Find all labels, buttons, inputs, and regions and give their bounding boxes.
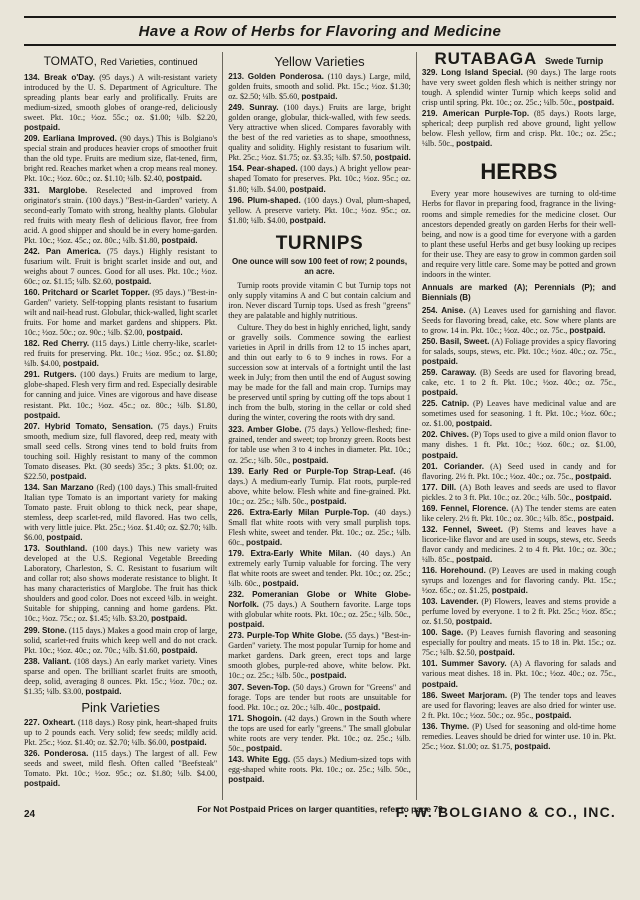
entry-number: 179. [228, 548, 245, 558]
entry-number: 326. [24, 749, 40, 758]
entry-postpaid: postpaid. [577, 513, 614, 523]
entry-number: 299. [24, 625, 40, 635]
tomato-red-list [24, 73, 217, 697]
entry-postpaid: postpaid. [165, 174, 203, 184]
entry-description: (A) Foliage provides a spicy flavoring for salads, soups, stews, etc. Pkt. 10c.; ½oz. 40c.; oz. 75c., [421, 336, 616, 357]
company-name: F. W. BOLGIANO & CO., INC. [395, 804, 616, 820]
entry-postpaid: postpaid. [478, 648, 515, 658]
entry-postpaid: postpaid. [421, 450, 458, 460]
entry-name: Horehound. [440, 566, 486, 576]
entry-description: (P) Stems and leaves have a licorice-like flavor and are used in soups, stews, etc. Seeds flavor candy and medicines. 2 to 4 ft. Pkt. 10c.; oz. 30c.; ¼lb. 85c., [421, 524, 616, 564]
entry-number: 171. [228, 713, 245, 723]
entry-name: Anise. [441, 305, 466, 315]
entry-postpaid: postpaid. [575, 471, 612, 481]
catalog-entry [228, 590, 411, 630]
turnips-culture: Culture. They do best in highly enriched, light, sandy or gravelly soils. Commence sowing the earliest varieties in April in drills from 12 to 15 inches apart, and thin out early to 6 to 9 inches in rows. For a succession sow at intervals of a fortnight until the last week in July; from then until the end of August sowing may be made for the fall and main crop. Turnips may be preserved until spring by cutting off the tops about 1 inch from the bulb, storing in the cellar or cold shed during the winter, covering the roots with dry sand. [228, 322, 411, 423]
entry-number: 323. [228, 425, 245, 435]
entry-description: (A) Both leaves and seeds are used to flavor pickles. 2 to 3 ft. Pkt. 10c.; oz. 20c.; ¼lb. 50c., [421, 482, 616, 502]
entry-number: 143. [228, 754, 245, 764]
entry-name: Shogoin. [247, 713, 282, 723]
columns [24, 52, 616, 800]
catalog-entry [228, 467, 411, 507]
catalog-entry [422, 483, 616, 503]
catalog-entry [228, 196, 411, 226]
entry-number: 207. [24, 421, 40, 431]
entry-postpaid: postpaid. [24, 779, 61, 789]
entry-number: 219. [421, 109, 438, 119]
entry-number: 331. [24, 185, 40, 195]
entry-name: Extra-Early White Milan. [250, 548, 352, 558]
entry-name: Summer Savory. [441, 659, 507, 669]
entry-number: 249. [228, 103, 245, 113]
entry-postpaid: postpaid. [161, 645, 198, 655]
catalog-entry [24, 247, 217, 287]
entry-description: (P) Leaves are used in making cough syrups and lozenges and for flavoring candy. Pkt. 15c.; ½oz. 65c.; oz. $1.25, [421, 566, 616, 596]
catalog-entry [228, 103, 411, 163]
catalog-entry [228, 683, 411, 713]
entry-name: Caraway. [441, 368, 477, 378]
herbs-heading: HERBS [480, 159, 558, 185]
page-footer [24, 804, 616, 820]
catalog-entry [422, 525, 616, 565]
catalog-entry [422, 659, 616, 689]
entry-name: American Purple-Top. [442, 109, 530, 119]
pink-heading: Pink Varieties [81, 699, 160, 715]
entry-name: Golden Ponderosa. [247, 72, 324, 81]
entry-name: Early Red or Purple-Top Strap-Leaf. [248, 466, 396, 476]
entry-postpaid: postpaid. [170, 737, 207, 747]
column-rutabaga-herbs [416, 52, 616, 800]
entry-name: Break o'Day. [44, 73, 95, 82]
entry-number: 139. [228, 466, 245, 476]
entry-description: (50 days.) Grown for "Greens" and forage. Tops are tender but roots are unsuitable for food. Pkt. 10c.; oz. 20c.; ¼lb. 40c., [228, 682, 411, 712]
entry-name: Valiant. [42, 656, 72, 666]
entry-number: 116. [421, 566, 438, 576]
entry-postpaid: postpaid. [24, 410, 61, 420]
entry-number: 259. [421, 368, 438, 378]
entry-postpaid: postpaid. [421, 388, 458, 398]
entry-name: Dill. [441, 482, 457, 492]
entry-postpaid: postpaid. [455, 617, 493, 627]
entry-description: (90 days.) The large roots have very sweet golden flesh which is neither stringy nor tough. A splendid winter Turnip which keeps solid and crisp until spring. Pkt. 10c.; oz. 25c.; ¼lb. 50c., [421, 68, 616, 108]
turnips-intro: Turnip roots provide vitamin C but Turnip tops not only supply vitamins A and C but contain calcium and iron. Never discard Turnip tops. Used as fresh "greens" they are palatable and highly nutritious. [228, 280, 411, 320]
catalog-entry [24, 657, 217, 697]
turnips-subheading: One ounce will sow 100 feet of row; 2 pounds, an acre. [231, 256, 408, 276]
tomato-yellow-list [228, 72, 411, 226]
catalog-entry [422, 597, 616, 627]
entry-number: 201. [421, 461, 438, 471]
catalog-entry [422, 68, 616, 108]
catalog-entry [24, 186, 217, 246]
entry-name: Sunray. [249, 103, 279, 113]
entry-name: Long Island Special. [441, 68, 523, 78]
entry-postpaid: postpaid. [115, 276, 152, 286]
catalog-entry [228, 164, 411, 194]
entry-postpaid: postpaid. [455, 419, 493, 429]
entry-description: (P) Flowers, leaves and stems provide a perfume loved by everyone. 1 to 2 ft. Pkt. 25c.; ½oz. 85c.; oz. $1.50, [421, 597, 616, 627]
entry-number: 186. [421, 690, 438, 700]
entry-description: (100 days.) Oval, plum-shaped, yellow. A preserve variety. Pkt. 10c.; ½oz. 95c.; oz. $1.80; ¼lb. $4.00, [228, 195, 411, 225]
entry-number: 173. [24, 544, 40, 554]
herbs-intro: Every year more housewives are turning to old-time Herbs for flavor in preparing food, fragrance in the living-rooms and simple remedies for the medicine closet. Our ancestors depended greatly on garden Herbs for their well-being, and now is a good time for everyone with a garden to plant these useful Herbs and get busy looking up recipes for their use. They are easy to grow in common garden soil and require very little care. Some may be potted and grown indoors in the winter. [421, 189, 616, 279]
entry-description: (100 days.) Fruits are large, bright golden orange, globular, thick-walled, with few seeds. Very attractive when sliced. Compares favorably with the best of the red varieties as to shape, smoothness, quality and solidity. Highly resistant to fusarium wilt. Pkt. 25c.; ½oz. $1.75; oz. $3.35; ¼lb. $7.50, [228, 103, 411, 163]
catalog-entry [24, 339, 217, 369]
catalog-entry [422, 504, 616, 524]
entry-name: Pomeranian Globe or White Globe-Norfolk. [228, 590, 411, 610]
entry-description: (40 days.) Small flat white roots with very small purplish tops. Flesh white, sweet and tender. Pkt. 10c.; oz. 25c.; ¼lb. 60c., [228, 507, 411, 547]
tomato-heading-main: TOMATO, [43, 54, 97, 68]
catalog-entry [422, 430, 616, 460]
entry-number: 329. [421, 68, 438, 78]
entry-description: (P) Leaves furnish flavoring and seasoning especially for poultry and meats. 15 to 18 in. Pkt. 15c.; oz. 75c.; ¼lb. $2.50, [421, 628, 616, 658]
entry-name: Earliana Improved. [43, 134, 117, 144]
catalog-entry [228, 508, 411, 548]
rutabaga-heading [422, 54, 616, 66]
catalog-entry [24, 422, 217, 482]
entry-postpaid: postpaid. [292, 455, 329, 465]
entry-description: (A) Leaves used for garnishing and flavor. Seeds for flavoring bread, cake, etc. Sow where plants are to grow. 14 in. Pkt. 10c.; ½oz. 40c.; oz. 75c., [421, 305, 616, 335]
entry-description: (115 days.) The largest of all. Few seeds and sweet, mild flesh. Often called "Beefsteak" Tomato. Pkt. 10c.; ½oz. 95c.; oz. $1.80; ¼lb. $4.00, [24, 749, 218, 779]
catalog-entry [24, 718, 217, 748]
entry-description: (55 days.) Medium-sized tops with egg-shaped white roots. Pkt. 10c.; oz. 25c.; ¼lb. 50c., [228, 754, 411, 774]
entry-postpaid: postpaid. [491, 586, 528, 596]
entry-name: Fennel, Sweet. [443, 524, 503, 534]
entry-number: 160. [24, 287, 40, 297]
footnote: For Not Postpaid Prices on larger quantities, refer to page 79 [197, 804, 443, 814]
entry-postpaid: postpaid. [344, 702, 381, 712]
entry-description: (118 days.) Rosy pink, heart-shaped fruits up to 2 pounds each. Very solid; few seeds; mildly acid. Pkt. 25c.; ½oz. $1.40; oz. $2.70; ¼lb. $6.00, [24, 717, 218, 747]
turnips-list [228, 425, 411, 785]
entry-name: Rutgers. [43, 370, 77, 380]
entry-postpaid: postpaid. [456, 554, 493, 564]
entry-description: (B) Seeds are used for flavoring bread, cake, etc. 1 to 2 ft. Pkt. 10c.; ½oz. 40c.; oz. 75c., [421, 368, 616, 388]
entry-name: Chives. [440, 430, 469, 440]
catalog-entry [422, 566, 616, 596]
entry-postpaid: postpaid. [310, 671, 347, 681]
catalog-entry [24, 288, 217, 338]
tomato-heading-sub: Red Varieties, continued [100, 57, 198, 67]
entry-postpaid: postpaid. [161, 235, 198, 245]
entry-name: Purple-Top White Globe. [246, 631, 343, 641]
entry-name: Fennel, Florence. [440, 503, 509, 513]
entry-name: Oxheart. [42, 717, 76, 727]
column-tomato [24, 52, 222, 800]
column-yellow-turnips [222, 52, 416, 800]
herbs-legend-note: Annuals are marked (A); Perennials (P); and Biennials (B) [421, 282, 616, 302]
entry-name: Seven-Top. [246, 682, 291, 692]
entry-number: 209. [24, 134, 40, 144]
entry-number: 103. [421, 597, 438, 607]
entry-postpaid: postpaid. [535, 710, 572, 720]
entry-postpaid: postpaid. [289, 184, 326, 194]
entry-postpaid: postpaid. [575, 492, 612, 502]
entry-name: Sage. [441, 628, 464, 638]
catalog-entry [422, 306, 616, 336]
entry-number: 227. [24, 717, 40, 727]
entry-description: (85 days.) Roots large, spherical; deep purplish red above ground, light yellow below. Flesh yellow, firm and crisp. Pkt. 10c.; oz. 25c.; ¼lb. 50c., [421, 109, 616, 149]
catalog-entry [422, 462, 616, 482]
entry-number: 238. [24, 656, 40, 666]
tomato-heading [24, 54, 217, 70]
entry-name: Southland. [45, 544, 88, 554]
entry-name: Stone. [41, 625, 67, 635]
entry-postpaid: postpaid. [85, 686, 122, 696]
entry-description: (90 days.) This is Bolgiano's special strain and produces heavier crops of smoother fruit than the old type. Fruits are medium size, flat-tened, firm, bright red. Reaches market when a crop means real money. Pkt. 10c.; ½oz. 60c.; oz. $1.10; ¼lb. $2.40, [24, 134, 218, 184]
catalog-entry [24, 749, 217, 789]
catalog-entry [228, 425, 411, 465]
entry-name: Plum-shaped. [247, 195, 301, 205]
entry-postpaid: postpaid. [374, 153, 411, 163]
entry-description: (A) A flavoring for salads and various meat dishes. 18 in. Pkt. 10c.; ½oz. 40c.; oz. 75c., [421, 659, 616, 679]
entry-description: (A) The tender stems are eaten like celery. 2½ ft. Pkt. 10c.; oz. 30c.; ¼lb. 85c., [421, 503, 616, 523]
entry-description: (P) Used for seasoning and old-time home remedies. Leaves should be dried for winter use. 10 in. Pkt. 25c.; ½oz. $1.00; oz. $1.75, [421, 721, 616, 751]
entry-name: Extra-Early Milan Purple-Top. [249, 507, 370, 517]
entry-description: (115 days.) Little cherry-like, scarlet-red fruits for preserving. Pkt. 10c.; ½oz. 95c.; oz. $1.80; ¼lb. $4.00, [24, 339, 218, 369]
entry-description: Reselected and improved from originator's strain. (100 days.) "Best-in-Garden" variety. A second-early Tomato with strong, healthy plants. Globular red fruits with meaty flesh of delicious flavor, free from acid. A good shipper and should be in every home-garden. Pkt. 10c.; ½oz. 45c.; oz. 80c.; ¼lb. $1.80, [24, 185, 218, 245]
catalog-entry [24, 626, 217, 656]
entry-number: 213. [228, 72, 245, 81]
entry-name: Sweet Marjoram. [441, 690, 508, 700]
entry-postpaid: postpaid. [569, 325, 606, 335]
catalog-entry [228, 549, 411, 589]
catalog-entry [422, 109, 616, 149]
entry-postpaid: postpaid. [301, 92, 338, 102]
entry-name: Pear-shaped. [246, 164, 298, 174]
catalog-entry [24, 370, 217, 420]
entry-number: 136. [421, 721, 438, 731]
entry-description: (P) Leaves have medicinal value and are sometimes used for seasoning. 1 ft. Pkt. 10c.; ½oz. 60c.; oz. $1.00, [421, 399, 616, 429]
entry-postpaid: postpaid. [421, 357, 458, 367]
rutabaga-list [422, 68, 616, 149]
entry-name: Pan America. [45, 246, 101, 256]
entry-postpaid: postpaid. [289, 215, 326, 225]
catalog-entry [24, 134, 217, 184]
entry-description: (46 days.) A medium-early Turnip. Flat roots, purple-red above, white below. Flesh white and fine-grained. Pkt. 10c.; oz. 25c.; ¼lb. 50c., [228, 466, 411, 506]
entry-name: White Egg. [247, 754, 291, 764]
catalog-entry [228, 755, 411, 785]
entry-description: (100 days.) A bright yellow pear-shaped Tomato for preserves. Pkt. 10c.; ½oz. 95c.; oz. $1.80; ¼lb. $4.00, [228, 164, 411, 194]
entry-description: (108 days.) An early market variety. Vines sparse and open. The brilliant scarlet fruits are smooth, deep, solid, averaging 8 ounces. Pkt. 15c.; ½oz. 70c.; oz. $1.35; ¼lb. $3.00, [24, 656, 218, 696]
entry-postpaid: postpaid. [151, 614, 188, 624]
entry-description: (115 days.) Makes a good main crop of large, solid, scarlet-red fruits which keep well and do not crack. Pkt. 10c.; ½oz. 40c.; oz. 70c.; ¼lb. $1.60, [24, 625, 218, 655]
catalog-entry [228, 714, 411, 754]
page-banner: Have a Row of Herbs for Flavoring and Medicine [24, 16, 616, 46]
yellow-heading: Yellow Varieties [274, 54, 365, 69]
entry-description: (100 days.) This new variety was developed at the U.S. Regional Vegetable Breeding Laboratory, Charleston, S. C. Resistant to fusarium wilt and collar rot; also shows moderate resistance to blight. It has many characteristics of Marglobe. The fruit has thick shoulders and good color. Does not exceed ¼lb. in weight. Suitable for shipping, canning and home gardens. Pkt. 10c.; ½oz. 75c.; oz. $1.45; ¼lb. $3.20, [24, 544, 218, 624]
catalog-entry [422, 628, 616, 658]
entry-description: (A) Seed used in candy and for flavoring. 2½ ft. Pkt. 10c.; ½oz. 40c.; oz. 75c., [421, 461, 616, 481]
entry-name: Marglobe. [48, 185, 88, 195]
entry-number: 101. [421, 659, 438, 669]
entry-postpaid: postpaid. [310, 496, 347, 506]
catalog-entry [228, 72, 411, 102]
catalog-entry [24, 483, 217, 543]
entry-description: (42 days.) Grown in the South where the tops are used for early "greens." The small globular white roots are very tender. Pkt. 10c.; oz. 25c.; ¼lb. 50c., [228, 713, 411, 753]
entry-postpaid: postpaid. [577, 98, 615, 108]
entry-description: (Red) (100 days.) This small-fruited Italian type Tomato is an important variety for making Tomato paste. Fruit oblong to thick neck, pear shape, stemless, deep scarlet-red, mild flavored. Has two cells, with very little juice. Pkt. 25c.; ½oz. $1.40; oz. $2.70; ¼lb. $6.00, [24, 482, 218, 543]
entry-description: (75 days.) Yellow-fleshed; fine-grained, tender and sweet; top bronzy green. Roots best for table use when 3 to 4 inches in diameter. Pkt. 10c.; oz. 25c.; ¼lb. 50c., [228, 425, 411, 465]
entry-description: (P) The tender tops and leaves are used for flavoring; leaves are also dried for winter use. 2 ft. Pkt. 10c.; ½oz. 50c.; oz. 95c., [421, 690, 616, 720]
turnips-heading: TURNIPS [275, 232, 364, 254]
entry-postpaid: postpaid. [246, 537, 283, 547]
entry-postpaid: postpaid. [62, 359, 99, 369]
entry-postpaid: postpaid. [456, 139, 493, 149]
entry-number: 134. [24, 482, 40, 492]
entry-description: (95 days.) "Best-in-Garden" variety. Self-topping plants resistant to fusarium wilt and nail-head rust. Globular, thick-walled, light scarlet fruits. For home and market gardens and shippers. Pkt. 10c.; ½oz. 50c.; oz. 90c.; ¼lb. $2.00, [24, 287, 218, 338]
entry-postpaid: postpaid. [146, 328, 183, 338]
entry-name: Basil, Sweet. [439, 336, 490, 346]
entry-number: 134. [24, 73, 40, 82]
entry-name: Catnip. [441, 399, 470, 409]
entry-number: 182. [24, 339, 40, 349]
entry-number: 225. [421, 399, 438, 409]
entry-postpaid: postpaid. [246, 743, 283, 753]
tomato-pink-list [24, 718, 217, 789]
entry-postpaid: postpaid. [421, 679, 458, 689]
entry-name: Coriander. [443, 461, 484, 471]
entry-number: 169. [421, 503, 438, 513]
rutabaga-subtitle: Swede Turnip [544, 56, 604, 66]
catalog-entry [422, 368, 616, 398]
entry-description: (75 days.) A Southern favorite. Large tops with globular white roots. Pkt. 10c.; oz. 25c.; ¼lb. 50c., [228, 600, 411, 620]
herbs-list [422, 306, 616, 752]
catalog-entry [422, 399, 616, 429]
entry-number: 132. [421, 524, 438, 534]
entry-number: 226. [228, 507, 245, 517]
entry-postpaid: postpaid. [228, 620, 265, 630]
entry-number: 242. [24, 246, 40, 256]
entry-name: San Marzano [42, 482, 94, 492]
catalog-entry [228, 631, 411, 681]
entry-description: (40 days.) An extremely early Turnip valuable for forcing. The very flat white roots are sweet and tender. Pkt. 10c.; oz. 25c.; ¼lb. 60c., [228, 548, 411, 589]
entry-name: Ponderosa. [44, 749, 89, 758]
catalog-entry [24, 544, 217, 624]
entry-description: (95 days.) A wilt-resistant variety introduced by the U. S. Department of Agriculture. The spreading plants bear early and prolifically. Fruits are medium-sized, smooth globes of orange-red, deliciously sweet. Pkt. 10c.; ½oz. 55c.; oz. $1.00; ¼lb. $2.20, [24, 73, 218, 123]
entry-number: 177. [421, 482, 438, 492]
entry-number: 202. [421, 430, 438, 440]
catalog-entry [422, 722, 616, 752]
entry-number: 254. [421, 305, 438, 315]
entry-name: Red Cherry. [42, 339, 90, 349]
entry-postpaid: postpaid. [262, 579, 299, 589]
entry-postpaid: postpaid. [24, 123, 61, 133]
entry-number: 154. [228, 164, 245, 174]
catalog-entry [422, 337, 616, 367]
entry-name: Lavender. [440, 597, 479, 607]
entry-description: (100 days.) Fruits are medium to large, globe-shaped. Flesh very firm and red. Especially desirable for canning and juice. Vines are vigorous and have disease resistant. Pkt. 10c.; ½oz. 45c.; oz. 80c.; ¼lb. $1.80, [24, 370, 218, 410]
entry-postpaid: postpaid. [50, 471, 87, 481]
catalog-entry [422, 691, 616, 721]
entry-description: (110 days.) Large, mild, golden fruits, smooth and solid. Pkt. 15c.; ½oz. $1.30; oz. $2.50; ¼lb. $5.60, [228, 72, 411, 102]
page-number: 24 [24, 809, 36, 820]
entry-postpaid: postpaid. [514, 741, 551, 751]
entry-name: Hybrid Tomato, Sensation. [44, 421, 153, 431]
entry-number: 100. [421, 628, 438, 638]
catalog-entry [24, 73, 217, 133]
entry-name: Pritchard or Scarlet Topper. [42, 287, 150, 297]
entry-number: 291. [24, 370, 40, 380]
entry-number: 250. [421, 336, 438, 346]
entry-number: 196. [228, 195, 245, 205]
entry-description: (75 days.) Fruits smooth, medium size, full flavored, deep red, meaty with small seed cells. Strong vines tend to bold fruits from touching soil. Highly resistant to many of the common Tomato diseases. Pkt. (30 seeds) 35c.; 3 pkts. $1.00; oz. $22.50, [24, 421, 218, 481]
entry-description: (55 days.) "Best-in-Garden" variety. The most popular Turnip for home and market gardens. Dark green, erect tops and large smooth globes, purple-red above, white below. Pkt. 10c.; oz. 25c.; ¼lb. 50c., [228, 631, 411, 681]
entry-name: Amber Globe. [247, 425, 302, 435]
entry-number: 232. [228, 590, 245, 600]
entry-description: (75 days.) Highly resistant to fusarium wilt. Fruit is bright scarlet inside and out, and weighs about 7 ounces. Good for all uses. Pkt. 10c.; ½oz. 60c.; oz. $1.15; ¼lb. $2.60, [24, 246, 218, 286]
entry-postpaid: postpaid. [46, 533, 83, 543]
entry-postpaid: postpaid. [228, 774, 265, 784]
entry-name: Thyme. [440, 721, 470, 731]
entry-description: (P) Tops used to give a mild onion flavor to many dishes. 1 ft. Pkt. 10c.; ½oz. 60c.; oz. $1.00, [421, 430, 616, 450]
entry-number: 273. [228, 631, 245, 641]
entry-number: 307. [228, 682, 245, 692]
rutabaga-title: RUTABAGA [434, 52, 537, 68]
